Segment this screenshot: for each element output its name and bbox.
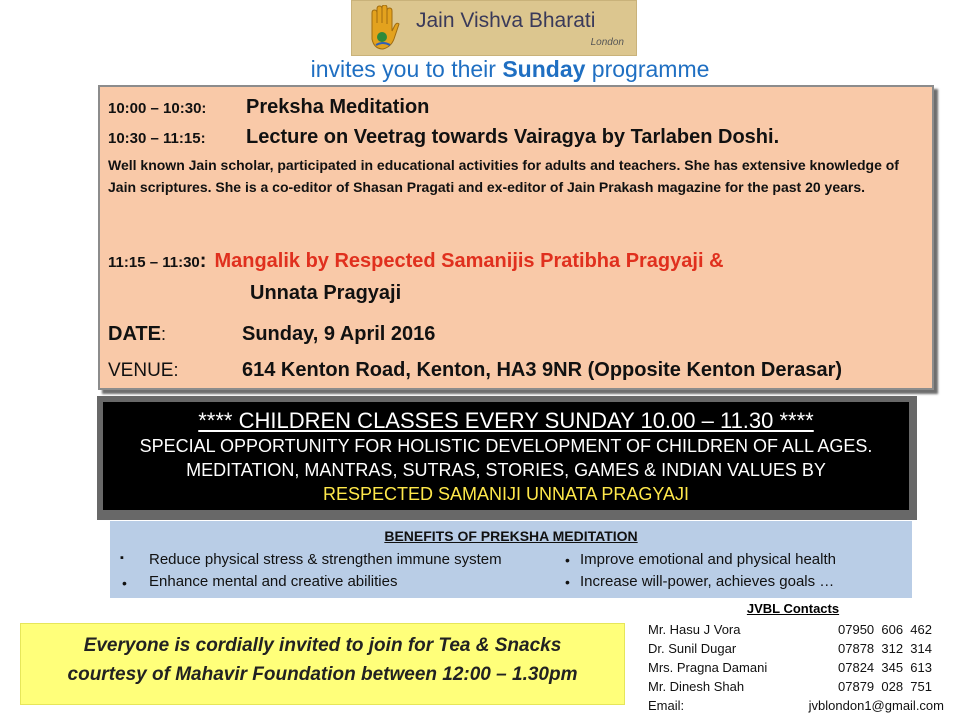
logo-city: London bbox=[590, 37, 624, 48]
children-line-3: RESPECTED SAMANIJI UNNATA PRAGYAJI bbox=[322, 484, 690, 504]
email-label: Email: bbox=[648, 698, 685, 713]
contact-name: Mr. Hasu J Vora bbox=[648, 622, 741, 637]
schedule-item-lecture bbox=[108, 126, 779, 149]
tea-line-2: courtesy of Mahavir Foundation between 12:00 – 1.30pm bbox=[67, 664, 578, 685]
round-bullet-icon: • bbox=[565, 552, 570, 568]
tea-line-1: Everyone is cordially invited to join for Tea & Snacks bbox=[83, 635, 562, 656]
contact-phone: 07824 345 613 bbox=[838, 660, 932, 675]
square-bullet-icon: ▪ bbox=[120, 552, 124, 564]
invite-pre: invites you to their bbox=[310, 56, 503, 82]
contact-row bbox=[648, 660, 944, 678]
schedule-title: Lecture on Veetrag towards Vairagya by Tarlaben Doshi. bbox=[246, 126, 780, 148]
contact-email-row bbox=[648, 698, 944, 716]
event-date bbox=[108, 323, 435, 346]
children-headline: **** CHILDREN CLASSES EVERY SUNDAY 10.00 – 11.30 **** bbox=[198, 408, 814, 433]
contact-row bbox=[648, 679, 944, 697]
schedule-colon: : bbox=[199, 250, 207, 272]
contact-name: Dr. Sunil Dugar bbox=[648, 641, 737, 656]
contact-row bbox=[648, 622, 944, 640]
benefits-title: BENEFITS OF PREKSHA MEDITATION bbox=[384, 528, 638, 544]
organisation-logo bbox=[351, 0, 637, 56]
schedule-time: 10:00 – 10:30: bbox=[108, 100, 207, 117]
date-colon: : bbox=[160, 324, 166, 344]
contact-row bbox=[648, 641, 944, 659]
benefit-item: Improve emotional and physical health bbox=[580, 551, 836, 568]
venue-value: 614 Kenton Road, Kenton, HA3 9NR (Opposite Kenton Derasar) bbox=[242, 359, 843, 381]
schedule-title: Mangalik by Respected Samanijis Pratibha Pragyaji & bbox=[214, 250, 724, 272]
contact-name: Mrs. Pragna Damani bbox=[648, 660, 768, 675]
logo-name: Jain Vishva Bharati bbox=[416, 9, 596, 32]
venue-label: VENUE bbox=[108, 360, 174, 381]
email-link[interactable]: jvblondon1@gmail.com bbox=[808, 698, 944, 713]
schedule-item-meditation bbox=[108, 96, 429, 119]
schedule-item-mangalik bbox=[108, 250, 724, 273]
hand-logo-icon bbox=[366, 5, 400, 53]
children-classes-panel bbox=[103, 402, 909, 510]
invite-heading bbox=[0, 56, 960, 83]
contacts-title: JVBL Contacts bbox=[746, 601, 840, 616]
schedule-box bbox=[98, 85, 934, 390]
schedule-time: 10:30 – 11:15: bbox=[108, 130, 206, 147]
benefit-item: Enhance mental and creative abilities bbox=[149, 573, 398, 590]
round-bullet-icon: • bbox=[565, 574, 570, 590]
contact-name: Mr. Dinesh Shah bbox=[648, 679, 745, 694]
invite-post: programme bbox=[585, 56, 710, 82]
schedule-title: Preksha Meditation bbox=[246, 96, 430, 118]
invite-day: Sunday bbox=[502, 56, 586, 82]
contact-phone: 07879 028 751 bbox=[838, 679, 932, 694]
benefits-box bbox=[110, 521, 912, 598]
venue-colon: : bbox=[173, 360, 179, 380]
benefit-item: Reduce physical stress & strengthen immune system bbox=[149, 551, 502, 568]
children-line-2: MEDITATION, MANTRAS, SUTRAS, STORIES, GAMES & INDIAN VALUES BY bbox=[186, 460, 826, 480]
schedule-time: 11:15 – 11:30 bbox=[108, 254, 200, 271]
tea-invitation-box bbox=[20, 623, 625, 705]
children-line-1: SPECIAL OPPORTUNITY FOR HOLISTIC DEVELOPMENT OF CHILDREN OF ALL AGES. bbox=[139, 436, 873, 456]
benefit-item: Increase will-power, achieves goals … bbox=[580, 573, 835, 590]
speaker-description: Well known Jain scholar, participated in educational activities for adults and teachers. She has extensive knowledge of Jain scriptures. She is a co-editor of Shasan Pragati and ex-editor of Jain Prakash magazine for the past 20 years. bbox=[108, 157, 899, 195]
children-classes-banner bbox=[97, 396, 917, 520]
contact-phone: 07878 312 314 bbox=[838, 641, 932, 656]
schedule-title-cont: Unnata Pragyaji bbox=[250, 282, 402, 304]
contact-phone: 07950 606 462 bbox=[838, 622, 932, 637]
event-venue bbox=[108, 359, 842, 382]
date-value: Sunday, 9 April 2016 bbox=[242, 323, 436, 345]
date-label: DATE bbox=[108, 323, 161, 345]
round-bullet-icon: • bbox=[122, 575, 127, 591]
